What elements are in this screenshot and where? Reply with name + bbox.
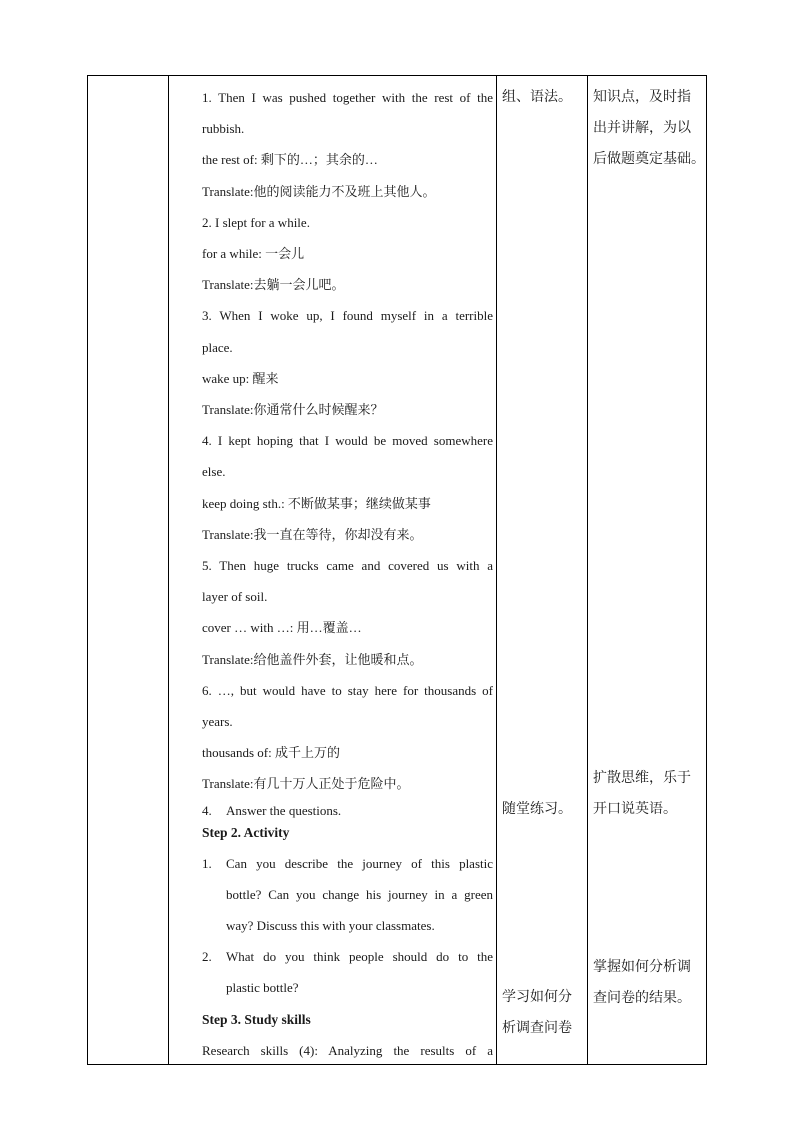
lesson-table (87, 75, 707, 1065)
question-1-number: 1. (202, 855, 212, 871)
phrase-for-a-while: for a while: 一会儿 (202, 246, 305, 262)
intent-mid (593, 763, 691, 825)
question-2-text: What do you think people should do to the (226, 949, 493, 965)
question-1-line-2: bottle? Can you change his journey in a green (226, 886, 493, 902)
intent-top-line-2: 出并讲解，为以 (593, 120, 691, 137)
phrase-cover-with: cover … with …: 用…覆盖… (202, 620, 362, 636)
intent-top-line-1: 知识点，及时指 (593, 89, 691, 105)
intent-bottom (593, 952, 691, 1014)
phrase-thousands-of: thousands of: 成千上万的 (202, 745, 340, 761)
sentence-3-line-2: place. (202, 339, 233, 355)
teaching-content-column (168, 76, 496, 1064)
translate-2: Translate:去躺一会儿吧。 (202, 277, 345, 293)
learn-analysis-line-1: 学习如何分 (502, 989, 572, 1005)
question-2-number: 2. (202, 949, 212, 965)
sentence-5-line-1: 5. Then huge trucks came and covered us with a (202, 558, 493, 574)
intent-mid-line-1: 扩散思维，乐于 (593, 770, 691, 786)
sentence-2: 2. I slept for a while. (202, 214, 310, 230)
translate-6: Translate:有几十万人正处于危险中。 (202, 776, 410, 792)
translate-3: Translate:你通常什么时候醒来？ (202, 402, 384, 418)
question-1-line-1 (202, 848, 493, 879)
sentence-6-line-2: years. (202, 714, 233, 730)
intent-mid-line-2: 开口说英语。 (593, 801, 677, 818)
answer-questions-item (202, 800, 493, 822)
phrase-keep-doing: keep doing sth.: 不断做某事；继续做某事 (202, 495, 431, 511)
student-activity-column (496, 76, 587, 1064)
step3-heading: Step 3. Study skills (202, 1011, 311, 1027)
sentence-3-line-1: 3. When I woke up, I found myself in a terrible (202, 308, 493, 324)
design-intent-column (587, 76, 706, 1064)
question-2-line-2: plastic bottle? (226, 980, 299, 996)
intent-top-line-3: 后做题奠定基础。 (593, 151, 705, 168)
answer-number: 4. (202, 802, 212, 818)
question-1-text: Can you describe the journey of this plastic (226, 855, 493, 871)
learn-analysis-note (502, 982, 572, 1044)
intent-bottom-line-2: 查问卷的结果。 (593, 990, 691, 1007)
translate-4: Translate:我一直在等待，你却没有来。 (202, 526, 423, 542)
sentence-5-line-2: layer of soil. (202, 589, 268, 605)
research-skills-line: Research skills (4): Analyzing the results of a (202, 1042, 493, 1058)
translate-1: Translate:他的阅读能力不及班上其他人。 (202, 183, 436, 199)
learn-analysis-line-2: 析调查问卷 (502, 1020, 572, 1037)
phrase-the-rest-of: the rest of: 剩下的…；其余的… (202, 152, 378, 168)
intent-bottom-line-1: 掌握如何分析调 (593, 959, 691, 975)
stage-column (88, 76, 168, 1064)
sentence-6-line-1: 6. …, but would have to stay here for thousands of (202, 682, 493, 698)
sentence-1-line-1: 1. Then I was pushed together with the rest of the (202, 90, 493, 105)
phrase-wake-up: wake up: 醒来 (202, 370, 279, 386)
sentence-1-line-2: rubbish. (202, 121, 245, 137)
in-class-practice: 随堂练习。 (502, 801, 572, 817)
question-2-line-1 (202, 941, 493, 972)
sentence-4-line-1: 4. I kept hoping that I would be moved somewhere (202, 433, 493, 449)
answer-text: Answer the questions. (226, 802, 342, 818)
question-1-line-3: way? Discuss this with your classmates. (226, 918, 435, 934)
grammar-note: 组、语法。 (502, 89, 572, 105)
sentence-4-line-2: else. (202, 464, 226, 480)
step2-heading: Step 2. Activity (202, 824, 290, 840)
translate-5: Translate:给他盖件外套，让他暖和点。 (202, 651, 423, 667)
